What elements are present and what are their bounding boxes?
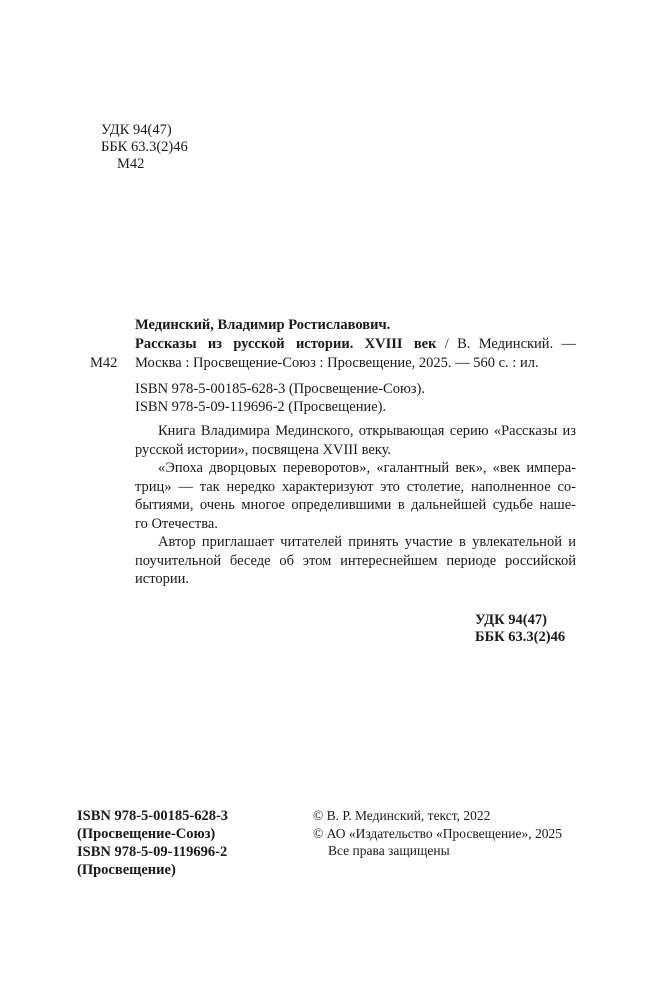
udk-code-bottom: УДК 94(47) [475, 612, 547, 628]
bbk-code: ББК 63.3(2)46 [101, 139, 188, 155]
copyright-author: © В. Р. Мединский, текст, 2022 [313, 808, 491, 823]
isbn-block-line: (Просвещение) [77, 862, 176, 878]
bbk-code-bottom: ББК 63.3(2)46 [475, 629, 566, 645]
book-title: Рассказы из русской истории. XVIII век [135, 336, 437, 352]
annotation-line: триц» — так нередко характеризуют это столетие, наполненное со- [135, 478, 576, 495]
isbn-block-line: (Просвещение-Союз) [77, 826, 216, 842]
annotation-line: поучительной беседе об этом интереснейшем периоде российской [135, 552, 576, 569]
isbn-block-line: ISBN 978-5-00185-628-3 [77, 808, 229, 824]
responsibility: / В. Мединский. — [436, 336, 577, 352]
imprint: Москва : Просвещение-Союз : Просвещение, 2025. — 560 с. : ил. [135, 355, 539, 371]
annotation-line: го Отечества. [135, 515, 218, 532]
udk-code: УДК 94(47) [101, 122, 172, 138]
annotation-line: Автор приглашает читателей принять участие в увлекательной и [158, 534, 576, 550]
annotation-line: бытиями, очень многое определившими в дальнейшей судьбе наше- [135, 497, 576, 513]
annotation-line: истории. [135, 571, 189, 587]
author-mark-side: М42 [90, 355, 118, 371]
copyright-publisher: © АО «Издательство «Просвещение», 2025 [313, 826, 562, 841]
annotation-line: Книга Владимира Мединского, открывающая серию «Рассказы из [158, 423, 576, 439]
author-mark: М42 [117, 156, 145, 172]
isbn-block-line: ISBN 978-5-09-119696-2 [77, 844, 228, 860]
title-line [135, 335, 576, 354]
author-name: Мединский, Владимир Ростиславович. [135, 317, 391, 333]
annotation-line: русской истории», посвящена XVIII веку. [135, 441, 392, 458]
rights-reserved: Все права защищены [328, 843, 450, 858]
isbn-line-1: ISBN 978-5-00185-628-3 (Просвещение-Союз). [135, 381, 425, 397]
annotation-line: «Эпоха дворцовых переворотов», «галантный век», «век импера- [158, 460, 576, 476]
isbn-line-2: ISBN 978-5-09-119696-2 (Просвещение). [135, 399, 387, 415]
